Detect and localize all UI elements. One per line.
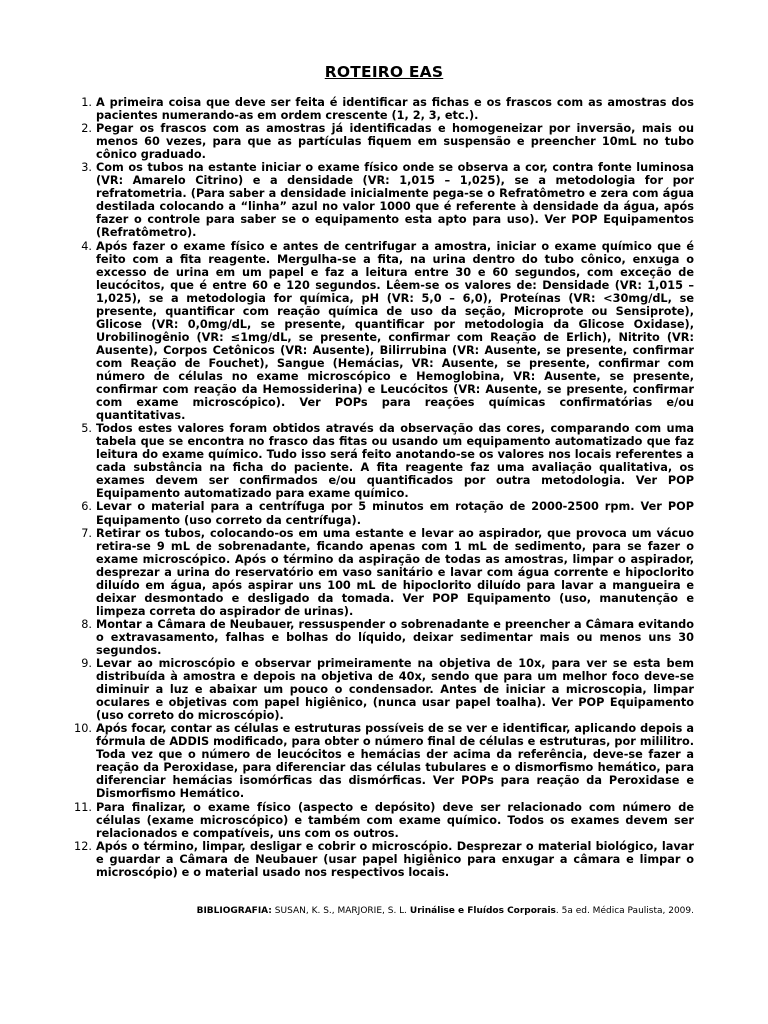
step-number: 1.	[81, 96, 92, 109]
step-text: Todos estes valores foram obtidos através da observação das cores, comparando com uma tabela que se encontra no frasco das fitas ou usando um equipamento automatizado que faz leitura do exame químico. Tudo isso será feito anotando-se os valores nos locais referentes a cada substância na ficha do paciente. A fita reagente faz uma avaliação qualitativa, os exames devem ser confirmados e/ou quantificados por outra metodologia. Ver POP Equipamento automatizado para exame químico.	[96, 422, 694, 501]
procedure-step	[81, 96, 694, 123]
procedure-step	[81, 617, 694, 657]
procedure-step	[81, 422, 694, 501]
bibliography-book-title: Urinálise e Fluídos Corporais	[409, 906, 556, 916]
bibliography-label: BIBLIOGRAFIA:	[196, 906, 272, 916]
step-text: Levar o material para a centrífuga por 5 minutos em rotação de 2000-2500 rpm. Ver POP Equipamento (uso correto da centrífuga).	[96, 500, 694, 527]
step-text: Pegar os frascos com as amostras já identificadas e homogeneizar por inversão, mais ou menos 60 vezes, para que as partículas fiquem em suspensão e preencher 10mL no tubo cônico graduado.	[96, 122, 694, 162]
procedure-step	[74, 800, 694, 840]
procedure-step	[81, 526, 694, 618]
procedure-step	[74, 722, 694, 801]
step-number: 6.	[81, 500, 92, 514]
step-number: 3.	[81, 161, 92, 175]
step-text: Após focar, contar as células e estruturas possíveis de se ver e identificar, aplicando depois a fórmula de ADDIS modificado, para obter o número final de células e estruturas, por mililitro. Toda vez que o número de leucócitos e hemácias der acima da referência, deve-se fazer a reação da Peroxidase, para diferenciar das células tubulares e o dismorfismo hemático, para diferenciar hemácias isomórficas das dismórficas. Ver POPs para reação da Peroxidase e Dismorfismo Hemático.	[96, 722, 694, 801]
procedure-step	[81, 122, 694, 162]
step-number: 8.	[81, 617, 92, 631]
step-text: Levar ao microscópio e observar primeiramente na objetiva de 10x, para ver se esta bem distribuída à amostra e depois na objetiva de 40x, sendo que para um melhor foco deve-se diminuir a luz e abaixar um pouco o condensador. Antes de iniciar a microscopia, limpar oculares e objetivas com papel higiênico, (nunca usar papel toalha). Ver POP Equipamento (uso correto do microscópio).	[96, 657, 694, 723]
step-number: 7.	[81, 526, 92, 540]
step-number: 2.	[81, 122, 92, 136]
procedure-step	[81, 657, 694, 723]
document-title: ROTEIRO EAS	[324, 63, 444, 81]
procedure-step	[81, 239, 694, 423]
step-text: Para finalizar, o exame físico (aspecto e depósito) deve ser relacionado com número de células (exame microscópico) e também com exame químico. Todos os exames devem ser relacionados e compatíveis, uns com os outros.	[96, 800, 694, 840]
procedure-step	[81, 161, 694, 240]
procedure-step	[81, 500, 694, 527]
step-text: Após o término, limpar, desligar e cobrir o microscópio. Desprezar o material biológico, lavar e guardar a Câmara de Neubauer (usar papel higiênico para enxugar a câmara e limpar o microscópio) e o material usado nos respectivos locais.	[96, 839, 694, 879]
step-text: A primeira coisa que deve ser feita é identificar as fichas e os frascos com as amostras dos pacientes numerando-as em ordem crescente (1, 2, 3, etc.).	[96, 96, 694, 123]
step-number: 11.	[74, 800, 92, 814]
bibliography	[96, 905, 694, 917]
step-number: 12.	[74, 839, 92, 853]
step-number: 4.	[81, 239, 92, 253]
bibliography-authors: SUSAN, K. S., MARJORIE, S. L.	[274, 906, 408, 916]
bibliography-publication: . 5a ed. Médica Paulista, 2009.	[555, 906, 694, 916]
procedure-steps-list	[74, 96, 694, 879]
step-text: Após fazer o exame físico e antes de centrifugar a amostra, iniciar o exame químico que é feito com a fita reagente. Mergulha-se a fita, na urina dentro do tubo cônico, enxuga o excesso de urina em um papel e faz a leitura entre 30 e 60 segundos, com exceção de leucócitos, que é entre 60 e 120 segundos. Lêem-se os valores de: Densidade (VR: 1,015 – 1,025), se a metodologia for química, pH (VR: 5,0 – 6,0), Proteínas (VR: <30mg/dL, se presente, quantificar com reação química de uso da seção, Microprote ou Sensiprote), Glicose (VR: 0,0mg/dL, se presente, quantificar por metodologia da Glicose Oxidase), Urobilinogênio (VR: ≤1mg/dL, se presente, confirmar com Reação de Erlich), Nitrito (VR: Ausente), Corpos Cetônicos (VR: Ausente), Bilirrubina (VR: Ausente, se presente, confirmar com Reação de Fouchet), Sangue (Hemácias, VR: Ausente, se presente, confirmar com número de células no exame microscópico e Hemoglobina, VR: Ausente, se presente, confirmar com reação da Hemossiderina) e Leucócitos (VR: Ausente, se presente, confirmar com exame microscópico). Ver POPs para reações químicas confirmatórias e/ou quantitativas.	[96, 239, 694, 423]
step-number: 9.	[81, 657, 92, 671]
step-text: Com os tubos na estante iniciar o exame físico onde se observa a cor, contra fonte luminosa (VR: Amarelo Citrino) e a densidade (VR: 1,015 – 1,025), se a metodologia for por refratometria. (Para saber a densidade inicialmente pega-se o Refratômetro e zera com água destilada colocando a “linha” azul no valor 1000 que é referente à densidade da água, após fazer o controle para saber se o equipamento esta apto para uso). Ver POP Equipamentos (Refratômetro).	[96, 161, 694, 240]
step-text: Montar a Câmara de Neubauer, ressuspender o sobrenadante e preencher a Câmara evitando o extravasamento, falhas e bolhas do líquido, deixar sedimentar mais ou menos uns 30 segundos.	[96, 617, 694, 657]
step-number: 5.	[81, 422, 92, 436]
procedure-step	[74, 839, 694, 879]
step-number: 10.	[74, 722, 92, 736]
step-text: Retirar os tubos, colocando-os em uma estante e levar ao aspirador, que provoca um vácuo retira-se 9 mL de sobrenadante, ficando apenas com 1 mL de sedimento, para se fazer o exame microscópico. Após o término da aspiração de todas as amostras, limpar o aspirador, desprezar a urina do reservatório em vaso sanitário e lavar com água corrente e hipoclorito diluído em água, após aspirar uns 100 mL de hipoclorito diluído para lavar a mangueira e deixar desmontado e desligado da tomada. Ver POP Equipamento (uso, manutenção e limpeza correta do aspirador de urinas).	[96, 526, 694, 618]
